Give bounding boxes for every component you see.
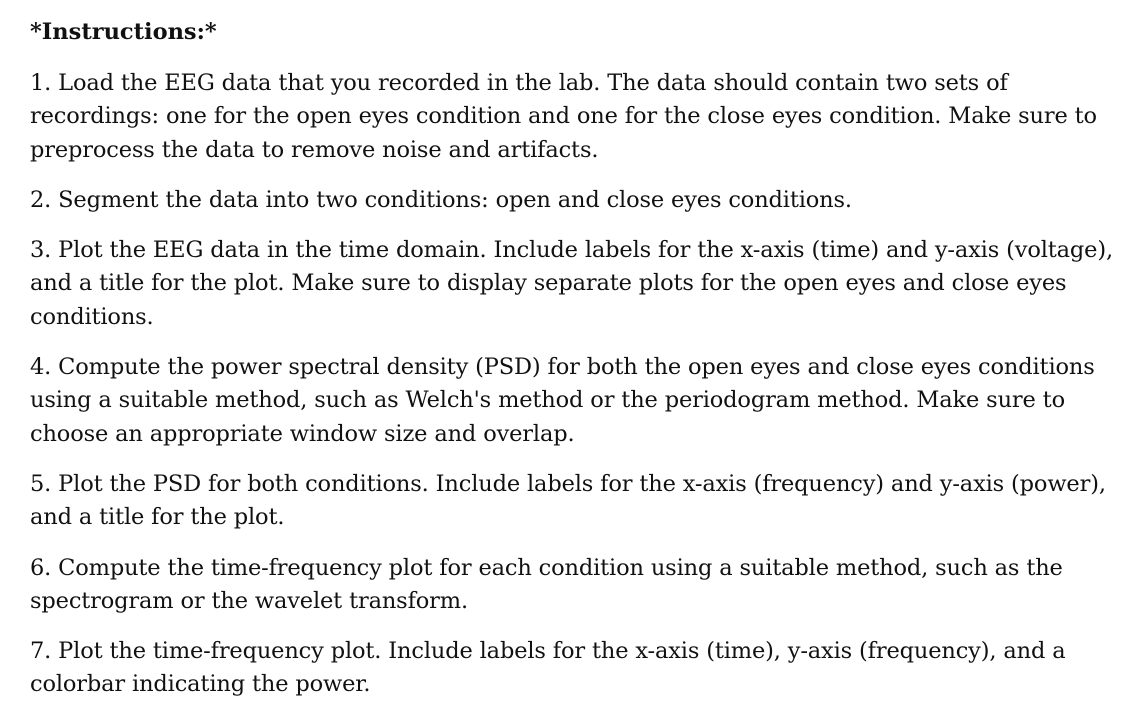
instruction-item-3: 3. Plot the EEG data in the time domain. Include labels for the x-axis (time) and y-axis (voltage), and a title for the plot. Make sure to display separate plots for the open eyes and close eyes conditions. [30,237,1113,330]
instruction-item-2: 2. Segment the data into two conditions: open and close eyes conditions. [30,186,852,213]
instructions-heading: *Instructions:* [30,19,217,45]
instruction-item-1: 1. Load the EEG data that you recorded in the lab. The data should contain two sets of recordings: one for the open eyes condition and one for the close eyes condition. Make sure to preprocess the data to remove noise and artifacts. [30,70,1097,163]
instruction-item-4: 4. Compute the power spectral density (PSD) for both the open eyes and close eyes conditions using a suitable method, such as Welch's method or the periodogram method. Make sure to choose an appropriate window size and overlap. [30,354,1095,447]
instruction-item-6: 6. Compute the time-frequency plot for each condition using a suitable method, such as the spectrogram or the wavelet transform. [30,554,1063,614]
instruction-item-7: 7. Plot the time-frequency plot. Include labels for the x-axis (time), y-axis (frequency), and a colorbar indicating the power. [30,638,1066,698]
instructions-document [30,16,1120,719]
instruction-item-5: 5. Plot the PSD for both conditions. Include labels for the x-axis (frequency) and y-axis (power), and a title for the plot. [30,470,1106,531]
